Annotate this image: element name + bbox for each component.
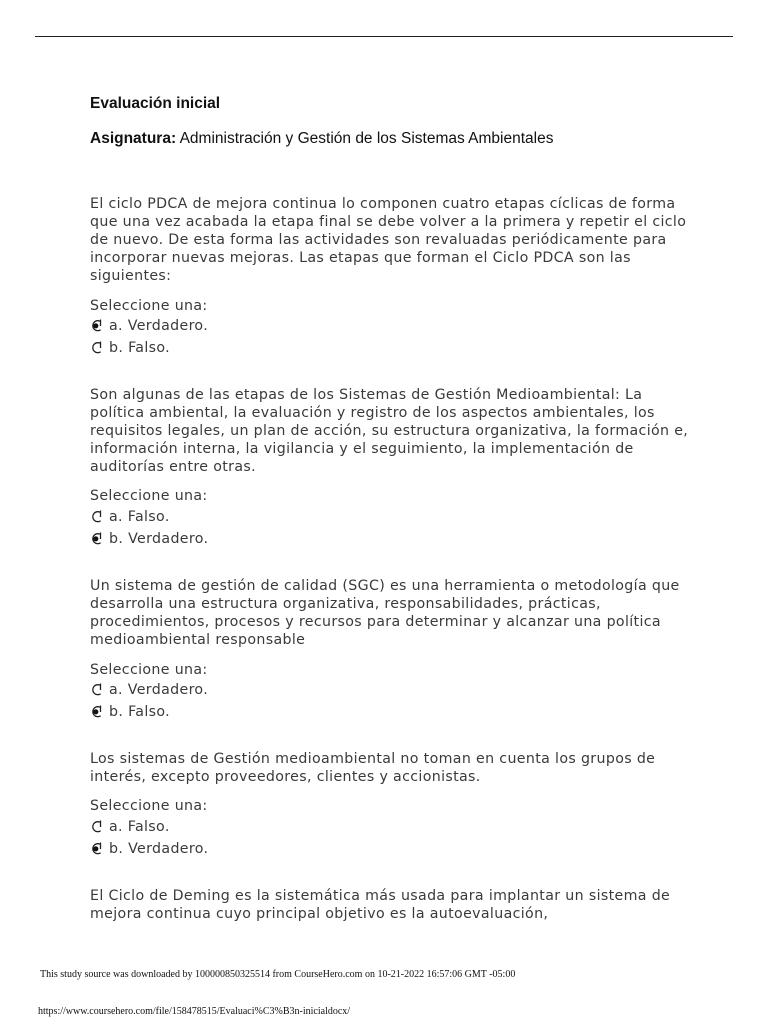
question-4-option-b[interactable] [90, 839, 208, 859]
question-4-option-a[interactable] [90, 817, 170, 837]
radio-selected-icon[interactable] [90, 842, 103, 856]
option-label: b. Falso. [109, 340, 171, 356]
question-1-option-b[interactable] [90, 338, 170, 358]
option-label: a. Falso. [109, 819, 170, 835]
radio-selected-icon[interactable] [90, 705, 103, 719]
header-rule [35, 36, 733, 37]
question-2-option-b[interactable] [90, 529, 208, 549]
option-label: a. Verdadero. [109, 318, 209, 334]
footer-url[interactable]: https://www.coursehero.com/file/158478515/Evaluaci%C3%B3n-inicialdocx/ [38, 1006, 351, 1017]
question-4-text: Los sistemas de Gestión medioambiental no toman en cuenta los grupos de interés, excepto proveedores, clientes y accionistas. [90, 751, 656, 785]
radio-selected-icon[interactable] [90, 532, 103, 546]
subject-value: Administración y Gestión de los Sistemas Ambientales [176, 130, 554, 147]
question-2-text: Son algunas de las etapas de los Sistemas de Gestión Medioambiental: La política ambiental, la evaluación y registro de los aspectos ambientales, los requisitos legales, un plan de acción, su estructura organizativa, la formación e, información interna, la vigilancia y el seguimiento, la implementación de auditorías entre otras. [90, 387, 689, 475]
question-4-prompt: Seleccione una: [90, 798, 208, 814]
radio-selected-icon[interactable] [90, 319, 103, 333]
subject-line [90, 130, 553, 148]
option-label: a. Falso. [109, 509, 170, 525]
option-label: b. Verdadero. [109, 841, 209, 857]
footer-source-note: This study source was downloaded by 100000850325514 from CourseHero.com on 10-21-2022 16:57:06 GMT -05:00 [40, 969, 516, 980]
question-1-option-a[interactable] [90, 316, 208, 336]
option-label: b. Falso. [109, 704, 171, 720]
radio-unselected-icon[interactable] [90, 820, 103, 834]
question-2-prompt: Seleccione una: [90, 488, 208, 504]
radio-unselected-icon[interactable] [90, 683, 103, 697]
question-3-option-b[interactable] [90, 702, 170, 722]
option-label: a. Verdadero. [109, 682, 209, 698]
page-title: Evaluación inicial [90, 95, 221, 112]
question-3-option-a[interactable] [90, 680, 208, 700]
question-3-prompt: Seleccione una: [90, 662, 208, 678]
question-2-option-a[interactable] [90, 507, 170, 527]
radio-unselected-icon[interactable] [90, 341, 103, 355]
question-1-text: El ciclo PDCA de mejora continua lo componen cuatro etapas cíclicas de forma que una vez acabada la etapa final se debe volver a la primera y repetir el ciclo de nuevo. De esta forma las actividades son revaluadas periódicamente para incorporar nuevas mejoras. Las etapas que forman el Ciclo PDCA son las siguientes: [90, 196, 687, 284]
question-5-text: El Ciclo de Deming es la sistemática más usada para implantar un sistema de mejora continua cuyo principal objetivo es la autoevaluación, [90, 888, 671, 922]
option-label: b. Verdadero. [109, 531, 209, 547]
question-1-prompt: Seleccione una: [90, 298, 208, 314]
radio-unselected-icon[interactable] [90, 510, 103, 524]
question-3-text: Un sistema de gestión de calidad (SGC) es una herramienta o metodología que desarrolla una estructura organizativa, responsabilidades, prácticas, procedimientos, procesos y recursos para determinar y alcanzar una política medioambiental responsable [90, 578, 680, 648]
subject-label: Asignatura: [90, 130, 177, 147]
